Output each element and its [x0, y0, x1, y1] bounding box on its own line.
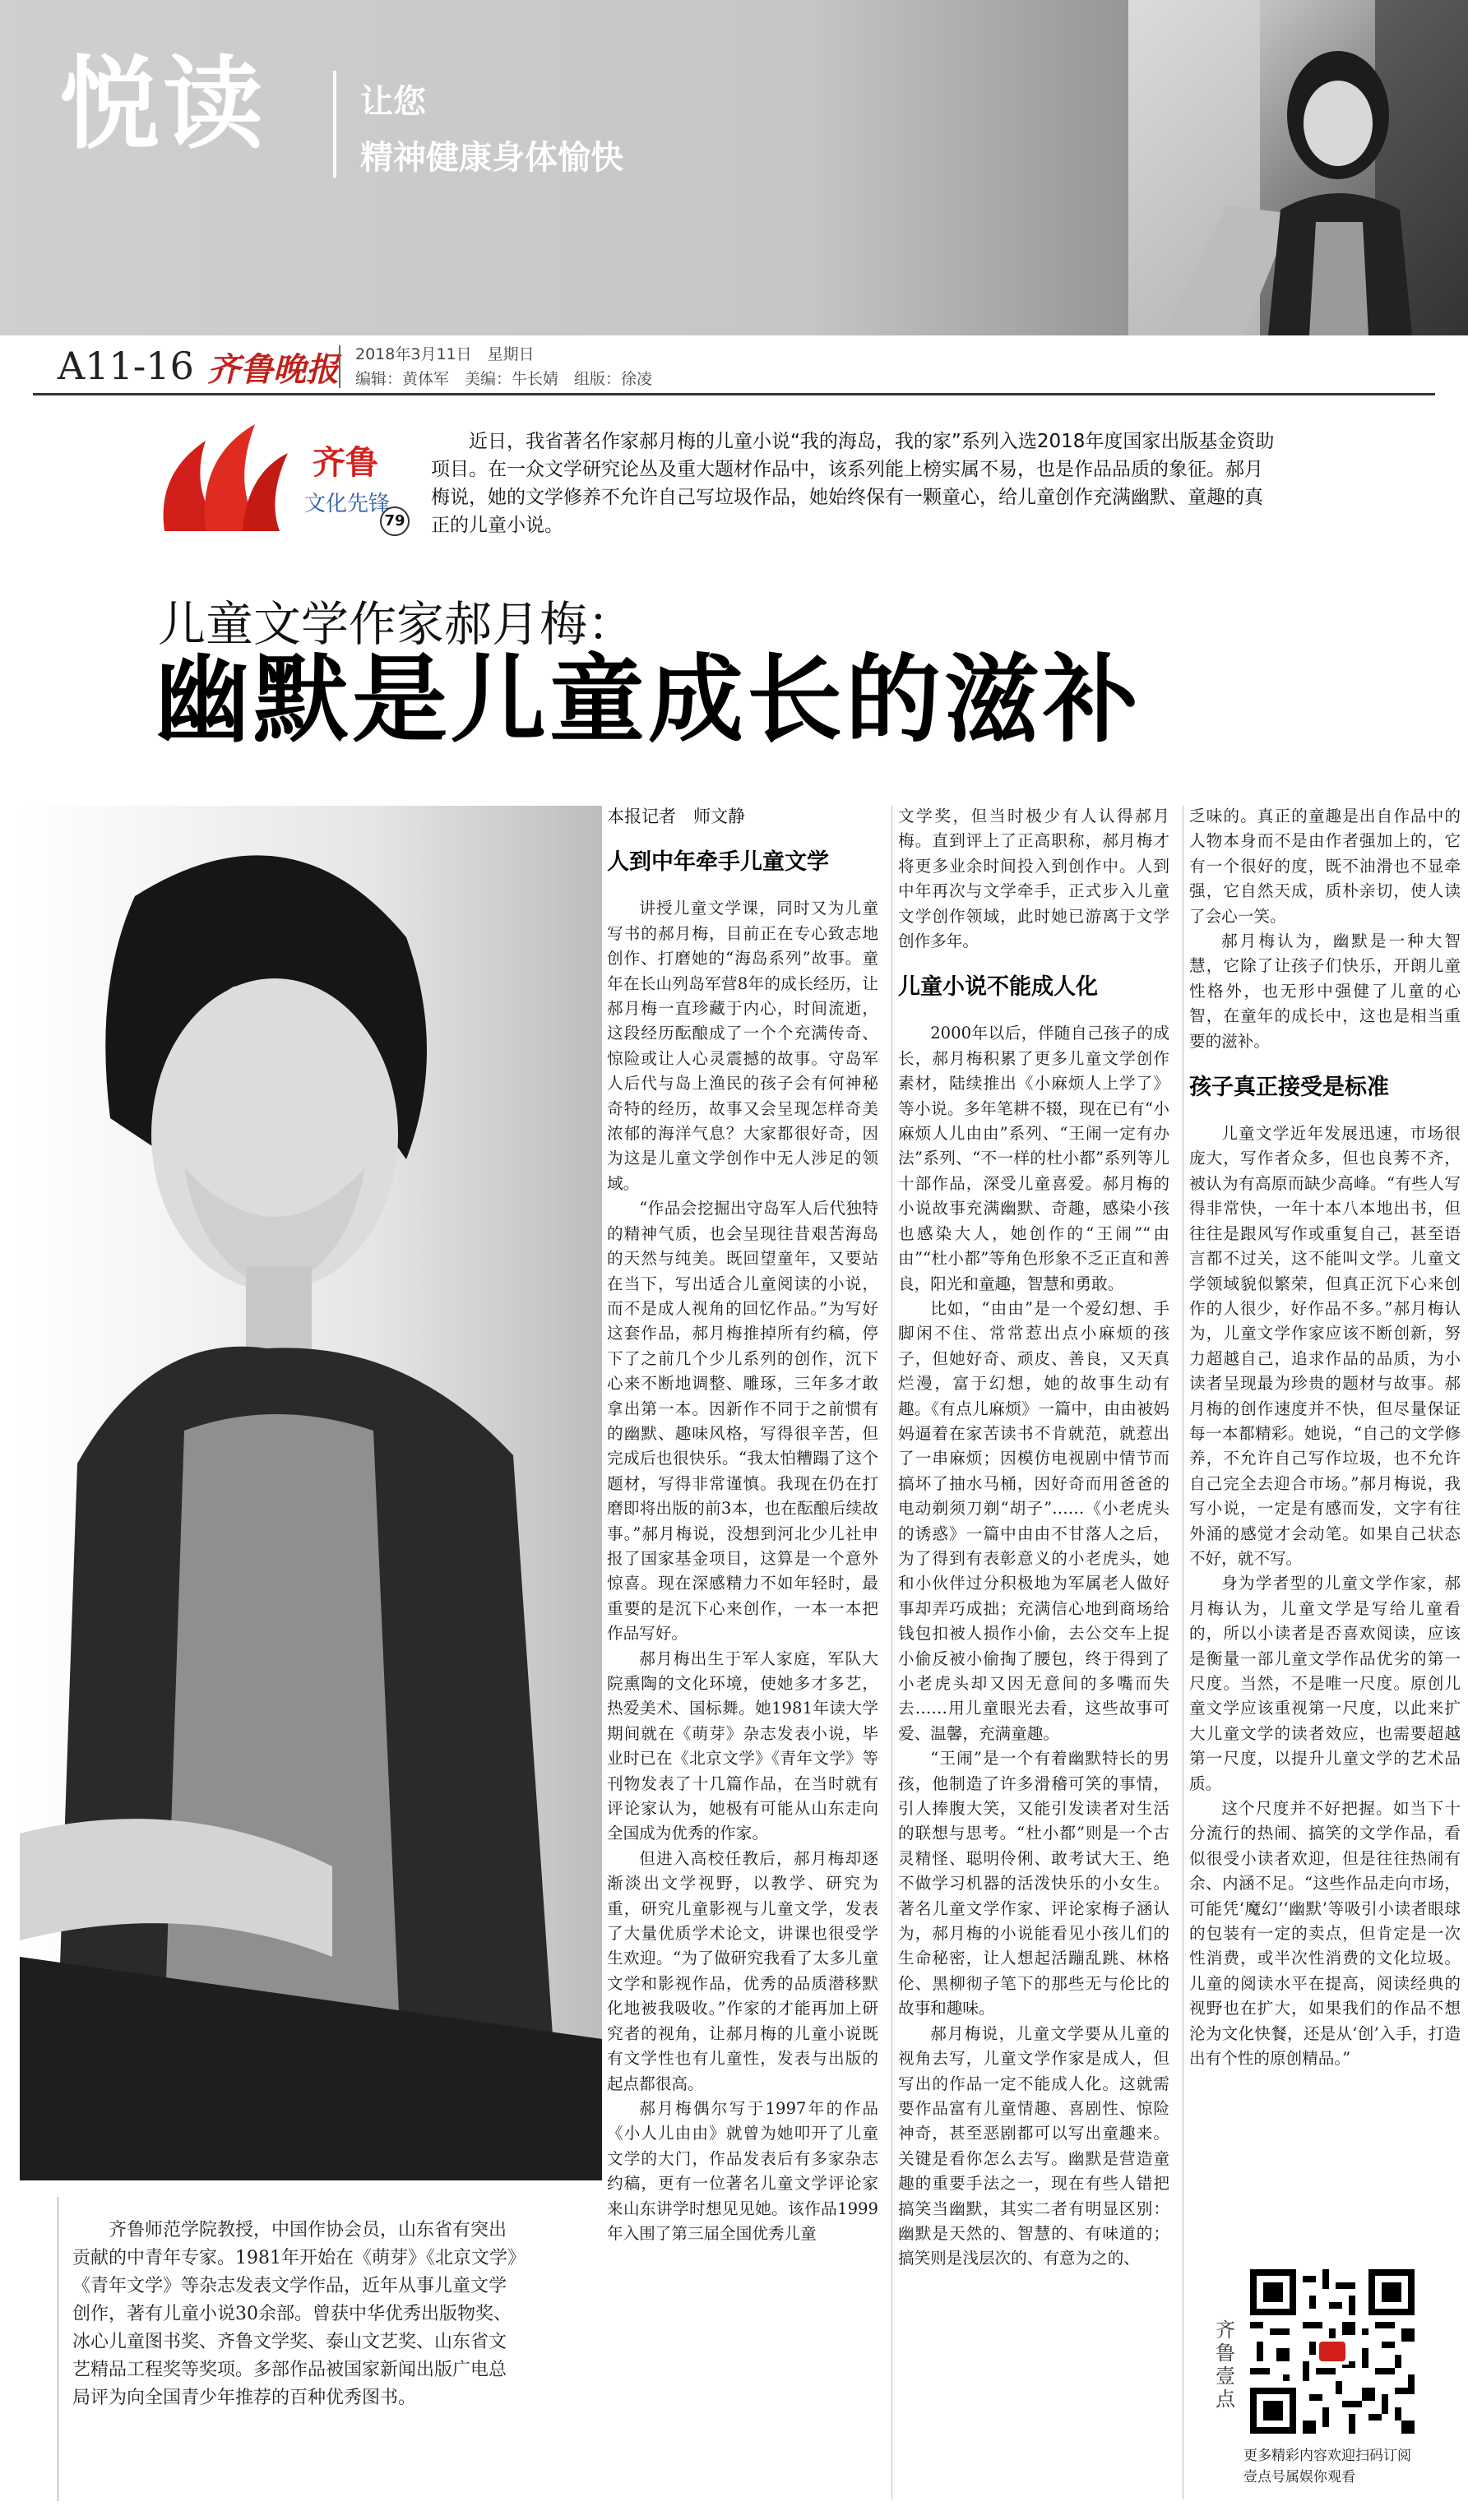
headline: 幽默是儿童成长的滋补 — [155, 645, 1142, 756]
qr-note: 更多精彩内容欢迎扫码订阅 — [1243, 2448, 1411, 2464]
paragraph: 讲授儿童文学课，同时又为儿童写书的郝月梅，目前正在专心致志地创作、打磨她的“海岛系列”故事。童年在长山列岛军营8年的成长经历，让郝月梅一直珍藏于内心，时间流逝，这段经历酝酿成了一个个充满传奇、惊险或让人心灵震撼的故事。守岛军人后代与岛上渔民的孩子会有何神秘奇特的经历，故事又会呈现怎样奇美浓郁的海洋气息？大家都很好奇，因为这是儿童文学创作中无人涉足的领域。 — [607, 899, 878, 1193]
column-logo-subtitle: 文化先锋 — [304, 492, 391, 516]
qr-code-icon[interactable] — [1250, 2269, 1415, 2434]
paragraph: 乏味的。真正的童趣是出自作品中的人物本身而不是由作者强加上的，它有一个很好的度，既不油滑也不显牵强，它自然天成，质朴亲切，使人读了会心一笑。 — [1189, 807, 1461, 926]
section-title: 悦读 — [59, 46, 266, 163]
paragraph: 儿童文学近年发展迅速，市场很庞大，写作者众多，但也良莠不齐，被认为有高原而缺少高峰。“有些人写得非常快，一年十本八本地出书，但往往是跟风写作或重复自己，甚至语言都不过关，这不能叫文学。儿童文学领域貌似繁荣，但真正沉下心来创作的人很少，好作品不多。”郝月梅认为，儿童文学作家应该不断创新，努力超越自己，追求作品的品质，为小读者呈现最为珍贵的题材与故事。郝月梅的创作速度并不快，但尽量保证每一本都精彩。她说，“自己的文学修养，不允许自己写作垃圾，也不允许自己完全去迎合市场。”郝月梅说，我写小说，一定是有感而发，文字有往外涌的感觉才会动笔。如果自己状态不好，就不写。 — [1189, 1124, 1461, 1568]
article-column-1 — [607, 804, 878, 2506]
subheading: 孩子真正接受是标准 — [1189, 1075, 1389, 1101]
article-intro: 近日，我省著名作家郝月梅的儿童小说“我的海岛，我的家”系列入选2018年度国家出版基金资助项目。在一众文学研究论丛及重大题材作品中，该系列能上榜实属不易，也是作品品质的象征。郝月梅说，她的文学修养不允许自己写垃圾作品，她始终保有一颗童心，给儿童创作充满幽默、童趣的真正的儿童小说。 — [431, 431, 1275, 536]
subheading: 儿童小说不能成人化 — [898, 974, 1098, 1001]
paragraph: 郝月梅出生于军人家庭，军队大院熏陶的文化环境，使她多才多艺，热爱美术、国标舞。她1981年读大学期间就在《萌芽》杂志发表小说，毕业时已在《北京文学》《青年文学》等刊物发表了十几篇作品，在当时就有评论家认为，她极有可能从山东走向全国成为优秀的作家。 — [607, 1648, 878, 1843]
banner-portrait-photo — [1128, 0, 1468, 335]
slogan-line-1: 让您 — [360, 83, 426, 121]
paragraph: 这个尺度并不好把握。如当下十分流行的热闹、搞笑的文学作品，看似很受小读者欢迎，但是往往热闹有余、内涵不足。“这些作品走向市场，可能凭‘魔幻’‘幽默’等吸引小读者眼球的包装有一定的卖点，但肯定是一次性消费，或半次性消费的文化垃圾。儿童的阅读水平在提高，阅读经典的视野也在扩大，如果我们的作品不想沦为文化快餐，还是从‘创’入手，打造出有个性的原创精品。” — [1189, 1799, 1461, 2069]
paragraph: 身为学者型的儿童文学作家，郝月梅认为，儿童文学是写给儿童看的，所以小读者是否喜欢阅读，应该是衡量一部儿童文学作品优劣的第一尺度。当然，不是唯一尺度。原创儿童文学应该重视第一尺度，以此来扩大儿童文学的读者效应，也需要超越第一尺度，以提升儿童文学的艺术品质。 — [1189, 1574, 1461, 1793]
editor-credits: 编辑：黄体军 美编：牛长婧 组版：徐凌 — [355, 370, 653, 388]
column-rule — [891, 806, 892, 2499]
newspaper-name: 齐鲁晚报 — [207, 350, 339, 389]
headline-kicker: 儿童文学作家郝月梅： — [158, 596, 636, 652]
subheading: 人到中年牵手儿童文学 — [607, 849, 829, 876]
paragraph: 郝月梅偶尔写于1997年的作品《小人儿由由》就曾为她叩开了儿童文学的大门，作品发表后有多家杂志约稿，更有一位著名儿童文学评论家来山东讲学时想见见她。该作品1999年入围了第三届全国优秀儿童 — [607, 2098, 878, 2243]
column-issue-number: 79 — [380, 506, 410, 536]
issue-date: 2018年3月11日 星期日 — [355, 345, 535, 363]
byline: 本报记者 师文静 — [607, 807, 745, 826]
strip-divider — [339, 345, 340, 388]
paragraph: 但进入高校任教后，郝月梅却逐渐淡出文学视野，以教学、研究为重，研究儿童影视与儿童文学，发表了大量优质学术论文，讲课也很受学生欢迎。“为了做研究我看了太多儿童文学和影视作品，优秀的品质潜移默化地被我吸收。”作家的才能再加上研究者的视角，让郝月梅的儿童小说既有文学性也有儿童性，发表与出版的起点都很高。 — [607, 1848, 878, 2093]
slogan-line-2: 精神健康身体愉快 — [360, 139, 623, 177]
paragraph: 文学奖，但当时极少有人认得郝月梅。直到评上了正高职称，郝月梅才将更多业余时间投入到创作中。人到中年再次与文学牵手，正式步入儿童文学创作领域，此时她已游离于文学创作多年。 — [898, 807, 1169, 951]
article-column-2 — [898, 804, 1169, 2506]
column-logo — [156, 408, 419, 548]
qr-note: 壹点号属娱你观看 — [1243, 2469, 1355, 2485]
author-portrait-photo — [20, 806, 602, 2180]
paragraph: “作品会挖掘出守岛军人后代独特的精神气质，也会呈现往昔艰苦海岛的天然与纯美。既回望童年，又要站在当下，写出适合儿童阅读的小说，而不是成人视角的回忆作品。”为写好这套作品，郝月梅推掉所有约稿，停下了之前几个少儿系列的创作，沉下心来不断地调整、雕琢，三年多才敢拿出第一本。因新作不同于之前惯有的幽默、趣味风格，写得很辛苦，但完成后也很快乐。“我太怕糟蹋了这个题材，写得非常谨慎。我现在仍在打磨即将出版的前3本，也在酝酿后续故事。”郝月梅说，没想到河北少儿社申报了国家基金项目，这算是一个意外惊喜。现在深感精力不如年轻时，最重要的是沉下心来创作，一本一本把作品写好。 — [607, 1199, 878, 1644]
paragraph: 2000年以后，伴随自己孩子的成长，郝月梅积累了更多儿童文学创作素材，陆续推出《小麻烦人上学了》等小说。多年笔耕不辍，现在已有“小麻烦人儿由由”系列、“王闹一定有办法”系列、“不一样的杜小都”系列等儿十部作品，深受儿童喜爱。郝月梅的小说故事充满幽默、奇趣，感染小孩也感染大人，她创作的“王闹”“由由”“杜小都”等角色形象不乏正直和善良，阳光和童趣，智慧和勇敢。 — [898, 1024, 1169, 1293]
column-logo-name: 齐鲁 — [313, 444, 378, 482]
paragraph: 郝月梅认为，幽默是一种大智慧，它除了让孩子们快乐，开朗儿童性格外，也无形中强健了儿童的心智，在童年的成长中，这也是相当重要的滋补。 — [1189, 932, 1461, 1051]
paragraph: 比如，“由由”是一个爱幻想、手脚闲不住、常常惹出点小麻烦的孩子，但她好奇、顽皮、善良，又天真烂漫，富于幻想，她的故事生动有趣。《有点儿麻烦》一篇中，由由被妈妈逼着在家苦读书不肯就范，就惹出了一串麻烦；因模仿电视剧中情节而搞坏了抽水马桶，因好奇而用爸爸的电动剃须刀剃“胡子”……《小老虎头的诱惑》一篇中由由不甘落人之后，为了得到有表彰意义的小老虎头，她和小伙伴过分积极地为军属老人做好事却弄巧成拙；充满信心地到商场给钱包扣被人损作小偷，去公交车上捉小偷反被小偷掏了腰包，终于得到了小老虎头却又因无意间的多嘴而失去……用儿童眼光去看，这些故事可爱、温馨，充满童趣。 — [898, 1298, 1169, 1743]
paragraph: 郝月梅说，儿童文学要从儿童的视角去写，儿童文学作家是成人，但写出的作品一定不能成人化。这就需要作品富有儿童情趣、喜剧性、惊险神奇，甚至恶剧都可以写出童趣来。关键是看你怎么去写。幽默是营造童趣的重要手法之一，现在有些人错把搞笑当幽默，其实二者有明显区别：幽默是天然的、智慧的、有味道的；搞笑则是浅层次的、有意为之的、 — [898, 2023, 1169, 2268]
page-number: A11-16 — [58, 344, 194, 388]
article-column-3 — [1189, 804, 1461, 2251]
author-bio-caption: 齐鲁师范学院教授，中国作协会员，山东省有突出贡献的中青年专家。1981年开始在《萌芽》《北京文学》《青年文学》等杂志发表文学作品，近年从事儿童文学创作，著有儿童小说30余部。曾获中华优秀出版物奖、冰心儿童图书奖、齐鲁文学奖、泰山文艺奖、山东省文艺精品工程奖等奖项。多部作品被国家新闻出版广电总局评为向全国青少年推荐的百种优秀图书。 — [72, 2220, 516, 2408]
app-label: 齐鲁壹点 — [1216, 2319, 1235, 2411]
header-rule — [33, 393, 1435, 395]
masthead-divider — [333, 71, 336, 178]
paragraph: “王闹”是一个有着幽默特长的男孩，他制造了许多滑稽可笑的事情，引人捧腹大笑，又能引发读者对生活的联想与思考。“杜小都”则是一个古灵精怪、聪明伶俐、敢考试大王、绝不做学习机器的活泼快乐的小女生。著名儿童文学作家、评论家梅子涵认为，郝月梅的小说能看见小孩儿们的生命秘密，让人想起活蹦乱跳、林格伦、黑柳彻子笔下的那些无与伦比的故事和趣味。 — [898, 1749, 1169, 2018]
